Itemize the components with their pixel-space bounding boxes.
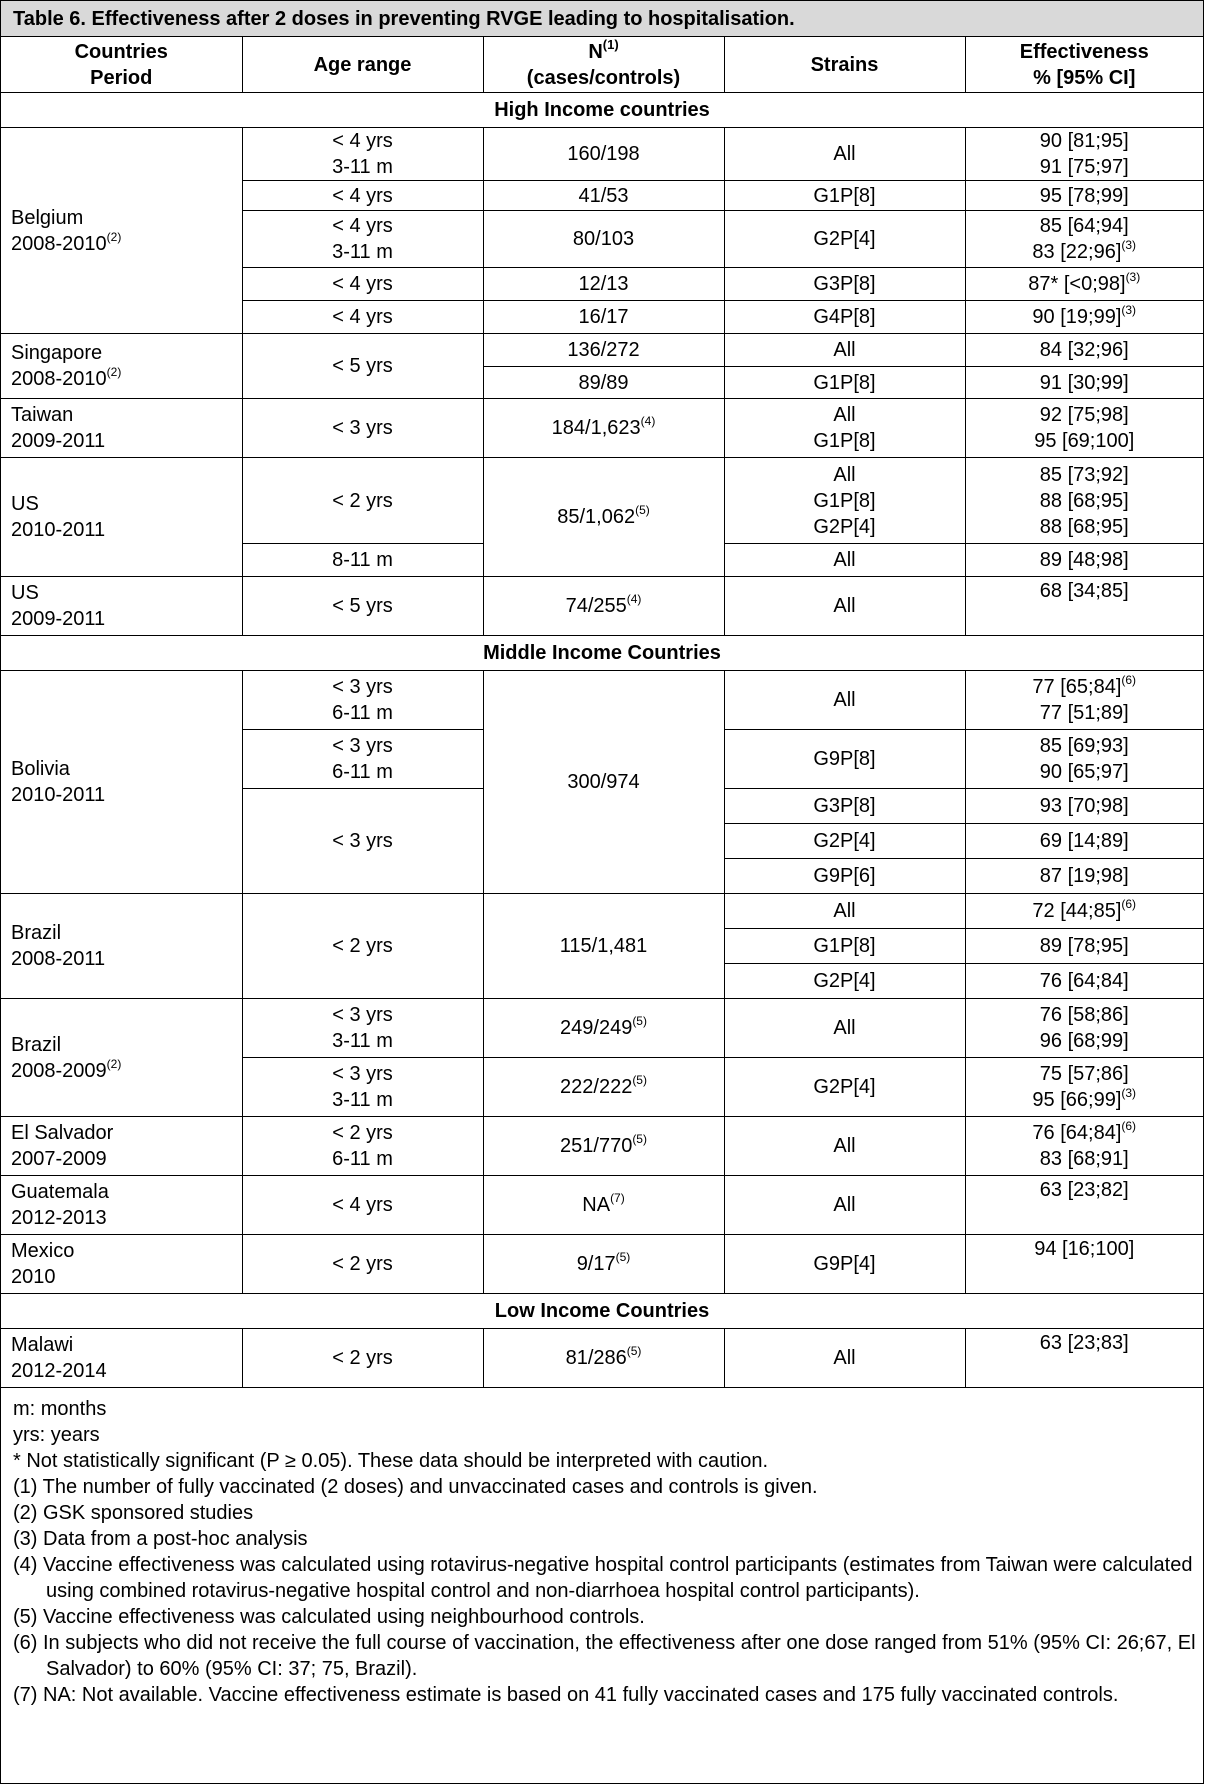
n-cell: 81/286$^{(5)}$ [483, 1329, 724, 1388]
n-cell: 251/770$^{(5)}$ [483, 1117, 724, 1176]
age-cell: < 3 yrs 3-11 m [242, 1058, 483, 1117]
effectiveness-cell: 76 [58;86] 96 [68;99] [965, 999, 1203, 1058]
country-cell: US 2010-2011 [1, 458, 242, 577]
effectiveness-cell: 93 [70;98] [965, 789, 1203, 824]
effectiveness-cell: 87 [19;98] [965, 859, 1203, 894]
table-title: Table 6. Effectiveness after 2 doses in preventing RVGE leading to hospitalisation. [1, 1, 1203, 37]
table-row [1, 1176, 1203, 1235]
n-cell: 300/974 [483, 671, 724, 894]
country-cell: Brazil 2008-2011 [1, 894, 242, 999]
n-cell: 89/89 [483, 367, 724, 399]
age-cell: < 3 yrs 3-11 m [242, 999, 483, 1058]
country-cell: Singapore 2008-2010$^{(2)}$ [1, 334, 242, 399]
strain-cell: All G1P[8] G2P[4] [724, 458, 965, 544]
effectiveness-cell: 89 [78;95] [965, 929, 1203, 964]
n-cell: 184/1,623$^{(4)}$ [483, 399, 724, 458]
n-cell: 12/13 [483, 268, 724, 301]
age-cell: < 3 yrs [242, 399, 483, 458]
table-row [1, 894, 1203, 929]
footnote-2: (2) GSK sponsored studies [13, 1502, 254, 1524]
age-cell: < 3 yrs 6-11 m [242, 671, 483, 730]
age-cell: 8-11 m [242, 544, 483, 577]
age-cell: < 4 yrs [242, 301, 483, 334]
effectiveness-cell: 85 [73;92] 88 [68;95] 88 [68;95] [965, 458, 1203, 544]
section-middle-income: Middle Income Countries [1, 636, 1203, 671]
table-row [1, 128, 1203, 181]
section-row [1, 1294, 1203, 1329]
effectiveness-cell: 92 [75;98] 95 [69;100] [965, 399, 1203, 458]
effectiveness-cell: 90 [19;99]$^{(3)}$ [965, 301, 1203, 334]
strain-cell: All [724, 999, 965, 1058]
age-cell: < 3 yrs [242, 789, 483, 894]
effectiveness-cell: 68 [34;85] [965, 577, 1203, 636]
footnote-7: (7) NA: Not available. Vaccine effectiveness estimate is based on 41 fully vaccinated cases and 175 fully vaccinated controls. [13, 1684, 1119, 1706]
age-cell: < 2 yrs [242, 1235, 483, 1294]
strain-cell: All [724, 1329, 965, 1388]
country-cell: Mexico 2010 [1, 1235, 242, 1294]
effectiveness-cell: 63 [23;82] [965, 1176, 1203, 1235]
strain-cell: G3P[8] [724, 789, 965, 824]
effectiveness-table [1, 37, 1203, 1388]
footnote-3: (3) Data from a post-hoc analysis [13, 1528, 308, 1550]
country-cell: Belgium 2008-2010$^{(2)}$ [1, 128, 242, 334]
age-cell: < 2 yrs [242, 1329, 483, 1388]
age-cell: < 2 yrs [242, 458, 483, 544]
header-strains: Strains [724, 37, 965, 93]
strain-cell: G2P[4] [724, 964, 965, 999]
age-cell: < 5 yrs [242, 334, 483, 399]
strain-cell: G1P[8] [724, 367, 965, 399]
country-cell: Guatemala 2012-2013 [1, 1176, 242, 1235]
n-cell: NA$^{(7)}$ [483, 1176, 724, 1235]
section-high-income: High Income countries [1, 93, 1203, 128]
effectiveness-cell: 69 [14;89] [965, 824, 1203, 859]
strain-cell: G4P[8] [724, 301, 965, 334]
country-cell: US 2009-2011 [1, 577, 242, 636]
strain-cell: G2P[4] [724, 211, 965, 268]
age-cell: < 3 yrs 6-11 m [242, 730, 483, 789]
header-age-range: Age range [242, 37, 483, 93]
country-cell: Malawi 2012-2014 [1, 1329, 242, 1388]
footnote-months: m: months [13, 1398, 107, 1420]
effectiveness-cell: 85 [64;94] 83 [22;96]$^{(3)}$ [965, 211, 1203, 268]
strain-cell: G9P[8] [724, 730, 965, 789]
table-row [1, 577, 1203, 636]
table-row [1, 334, 1203, 367]
effectiveness-cell: 75 [57;86] 95 [66;99]$^{(3)}$ [965, 1058, 1203, 1117]
age-cell: < 4 yrs 3-11 m [242, 211, 483, 268]
effectiveness-cell: 89 [48;98] [965, 544, 1203, 577]
age-cell: < 4 yrs [242, 268, 483, 301]
n-cell: 115/1,481 [483, 894, 724, 999]
header-country: Countries Period [1, 37, 242, 93]
n-cell: 9/17$^{(5)}$ [483, 1235, 724, 1294]
footnotes [1, 1388, 1203, 1708]
n-cell: 41/53 [483, 181, 724, 211]
n-cell: 160/198 [483, 128, 724, 181]
n-cell: 222/222$^{(5)}$ [483, 1058, 724, 1117]
strain-cell: G9P[4] [724, 1235, 965, 1294]
footnote-6: (6) In subjects who did not receive the full course of vaccination, the effectiveness after one dose ranged from 51% (95% CI: 26;67, El Salvador) to 60% (95% CI: 37; 75, Brazil). [13, 1632, 1196, 1680]
strain-cell: G2P[4] [724, 1058, 965, 1117]
age-cell: < 2 yrs 6-11 m [242, 1117, 483, 1176]
country-cell: Taiwan 2009-2011 [1, 399, 242, 458]
section-row [1, 636, 1203, 671]
effectiveness-cell: 77 [65;84]$^{(6)}$ 77 [51;89] [965, 671, 1203, 730]
table-row [1, 1329, 1203, 1388]
header-effectiveness: Effectiveness % [95% CI] [965, 37, 1203, 93]
effectiveness-cell: 63 [23;83] [965, 1329, 1203, 1388]
n-cell: 249/249$^{(5)}$ [483, 999, 724, 1058]
footnote-asterisk: * Not statistically significant (P ≥ 0.05). These data should be interpreted with caution. [13, 1450, 769, 1472]
section-low-income: Low Income Countries [1, 1294, 1203, 1329]
effectiveness-cell: 91 [30;99] [965, 367, 1203, 399]
strain-cell: G1P[8] [724, 181, 965, 211]
strain-cell: All [724, 1176, 965, 1235]
effectiveness-cell: 76 [64;84]$^{(6)}$ 83 [68;91] [965, 1117, 1203, 1176]
strain-cell: All [724, 334, 965, 367]
n-cell: 85/1,062$^{(5)}$ [483, 458, 724, 577]
effectiveness-cell: 76 [64;84] [965, 964, 1203, 999]
strain-cell: All [724, 894, 965, 929]
country-cell: Brazil 2008-2009$^{(2)}$ [1, 999, 242, 1117]
age-cell: < 4 yrs [242, 181, 483, 211]
effectiveness-cell: 72 [44;85]$^{(6)}$ [965, 894, 1203, 929]
footnote-4: (4) Vaccine effectiveness was calculated using rotavirus-negative hospital control participants (estimates from Taiwan were calculated using combined rotavirus-negative hospital control and non-diarrhoea hospital control participants). [13, 1554, 1193, 1602]
strain-cell: G2P[4] [724, 824, 965, 859]
table-row [1, 671, 1203, 730]
strain-cell: All [724, 128, 965, 181]
strain-cell: G9P[6] [724, 859, 965, 894]
n-cell: 16/17 [483, 301, 724, 334]
section-row [1, 93, 1203, 128]
age-cell: < 2 yrs [242, 894, 483, 999]
strain-cell: G3P[8] [724, 268, 965, 301]
strain-cell: All [724, 1117, 965, 1176]
footnote-years: yrs: years [13, 1424, 100, 1446]
strain-cell: All G1P[8] [724, 399, 965, 458]
effectiveness-cell: 84 [32;96] [965, 334, 1203, 367]
n-cell: 80/103 [483, 211, 724, 268]
effectiveness-cell: 87* [<0;98]$^{(3)}$ [965, 268, 1203, 301]
table-row [1, 1235, 1203, 1294]
n-cell: 136/272 [483, 334, 724, 367]
effectiveness-cell: 85 [69;93] 90 [65;97] [965, 730, 1203, 789]
n-cell: 74/255$^{(4)}$ [483, 577, 724, 636]
footnote-1: (1) The number of fully vaccinated (2 doses) and unvaccinated cases and controls is given. [13, 1476, 818, 1498]
header-n: $N^{(1)}$ (cases/controls) [483, 37, 724, 93]
table-row [1, 458, 1203, 544]
strain-cell: G1P[8] [724, 929, 965, 964]
age-cell: < 4 yrs [242, 1176, 483, 1235]
effectiveness-cell: 90 [81;95] 91 [75;97] [965, 128, 1203, 181]
table-row [1, 999, 1203, 1058]
header-row [1, 37, 1203, 93]
strain-cell: All [724, 577, 965, 636]
strain-cell: All [724, 671, 965, 730]
effectiveness-cell: 94 [16;100] [965, 1235, 1203, 1294]
table-row [1, 399, 1203, 458]
strain-cell: All [724, 544, 965, 577]
country-cell: El Salvador 2007-2009 [1, 1117, 242, 1176]
table-row [1, 1117, 1203, 1176]
effectiveness-cell: 95 [78;99] [965, 181, 1203, 211]
age-cell: < 5 yrs [242, 577, 483, 636]
country-cell: Bolivia 2010-2011 [1, 671, 242, 894]
age-cell: < 4 yrs 3-11 m [242, 128, 483, 181]
footnote-5: (5) Vaccine effectiveness was calculated using neighbourhood controls. [13, 1606, 645, 1628]
